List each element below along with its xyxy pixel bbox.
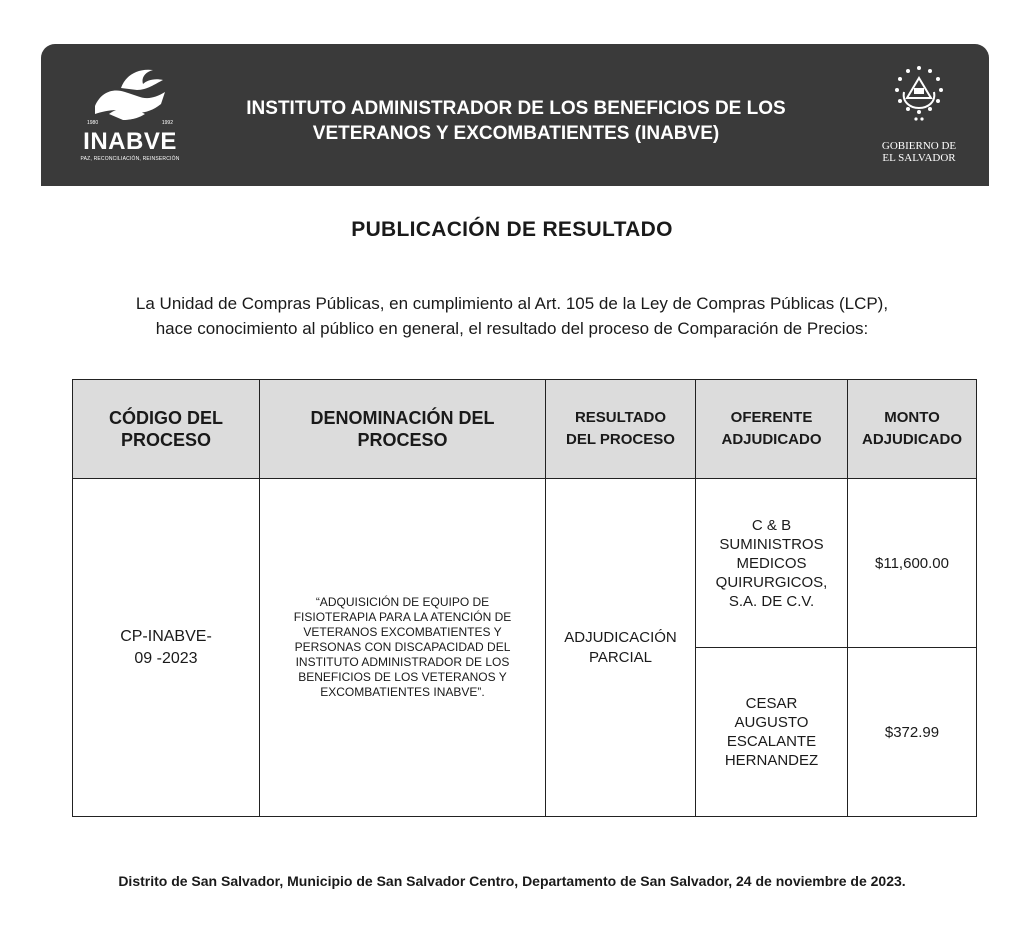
logo-wordmark: INABVE [83, 128, 177, 155]
institution-title-line1: INSTITUTO ADMINISTRADOR DE LOS BENEFICIOS DE LOS [246, 98, 786, 119]
denomination-line: VETERANOS EXCOMBATIENTES Y [303, 625, 502, 639]
dove-handshake-icon [87, 62, 173, 124]
header-amount-line1: MONTO [884, 409, 940, 426]
logo-year-right: 1992 [161, 120, 173, 126]
header-banner [41, 44, 989, 186]
bidder-1-line: C & B [751, 516, 792, 534]
header-amount [848, 380, 977, 479]
bidder-2-line: AUGUSTO [734, 714, 809, 731]
denomination-line: PERSONAS CON DISCAPACIDAD DEL [294, 640, 511, 654]
denomination-line: FISIOTERAPIA PARA LA ATENCIÓN DE [293, 610, 512, 624]
national-coat-of-arms-icon [878, 62, 960, 136]
process-code-line1: CP-INABVE- [120, 627, 212, 645]
results-table [72, 379, 977, 817]
header-bidder-line2: ADJUDICADO [721, 431, 822, 448]
intro-paragraph [40, 291, 984, 341]
header-amount-line2: ADJUDICADO [861, 431, 962, 448]
header-denomination [260, 380, 546, 479]
header-denomination-line2: PROCESO [357, 430, 448, 450]
government-logo [869, 62, 969, 174]
header-code [73, 380, 260, 479]
denomination-line: INSTITUTO ADMINISTRADOR DE LOS [295, 655, 510, 669]
process-code-line2: 09 -2023 [134, 649, 198, 667]
bidder-2-line: HERNANDEZ [724, 752, 819, 769]
amount-cell-2: $372.99 [848, 648, 977, 817]
bidder-2-line: CESAR [745, 695, 798, 712]
process-denomination-cell [260, 479, 546, 817]
table-row [73, 479, 977, 648]
bidder-cell-2 [696, 648, 848, 817]
publication-title: PUBLICACIÓN DE RESULTADO [351, 218, 673, 241]
denomination-line: “ADQUISICIÓN DE EQUIPO DE [315, 595, 490, 609]
header-denomination-line1: DENOMINACIÓN DEL [310, 408, 495, 428]
denomination-line: EXCOMBATIENTES INABVE”. [320, 685, 485, 699]
footer-location-date: Distrito de San Salvador, Municipio de San Salvador Centro, Departamento de San Salvador, 24 de noviembre de 2023. [118, 873, 906, 889]
logo-tagline: PAZ, RECONCILIACIÓN, REINSERCIÓN [80, 156, 180, 162]
denomination-line: BENEFICIOS DE LOS VETERANOS Y [298, 670, 507, 684]
header-result-line2: DEL PROCESO [566, 431, 675, 448]
header-code-line1: CÓDIGO DEL [108, 408, 223, 428]
government-name-line1: GOBIERNO DE [881, 140, 957, 152]
process-result-cell [546, 479, 696, 817]
institution-title-line2: VETERANOS Y EXCOMBATIENTES (INABVE) [312, 123, 720, 144]
table-header-row [73, 380, 977, 479]
bidder-1-line: SUMINISTROS [719, 535, 824, 553]
intro-line2: hace conocimiento al público en general, el resultado del proceso de Comparación de Precios: [155, 319, 869, 338]
bidder-cell-1 [696, 479, 848, 648]
institution-title [211, 96, 821, 146]
inabve-logo [75, 62, 185, 174]
bidder-1-line: MEDICOS [736, 554, 807, 572]
header-bidder [696, 380, 848, 479]
process-code-cell [73, 479, 260, 817]
bidder-1-line: S.A. DE C.V. [728, 592, 815, 610]
amount-cell-1: $11,600.00 [848, 479, 977, 648]
result-line1: ADJUDICACIÓN [564, 628, 677, 646]
bidder-2-line: ESCALANTE [726, 733, 817, 750]
result-line2: PARCIAL [588, 648, 653, 666]
header-bidder-line1: OFERENTE [730, 409, 813, 426]
bidder-1-line: QUIRURGICOS, [715, 573, 828, 591]
intro-line1: La Unidad de Compras Públicas, en cumplimiento al Art. 105 de la Ley de Compras Públicas (LCP), [135, 294, 889, 313]
header-result-line1: RESULTADO [574, 409, 667, 426]
government-name-line2: EL SALVADOR [882, 152, 956, 164]
header-result [546, 380, 696, 479]
header-code-line2: PROCESO [120, 430, 212, 450]
logo-year-left: 1980 [87, 120, 99, 126]
